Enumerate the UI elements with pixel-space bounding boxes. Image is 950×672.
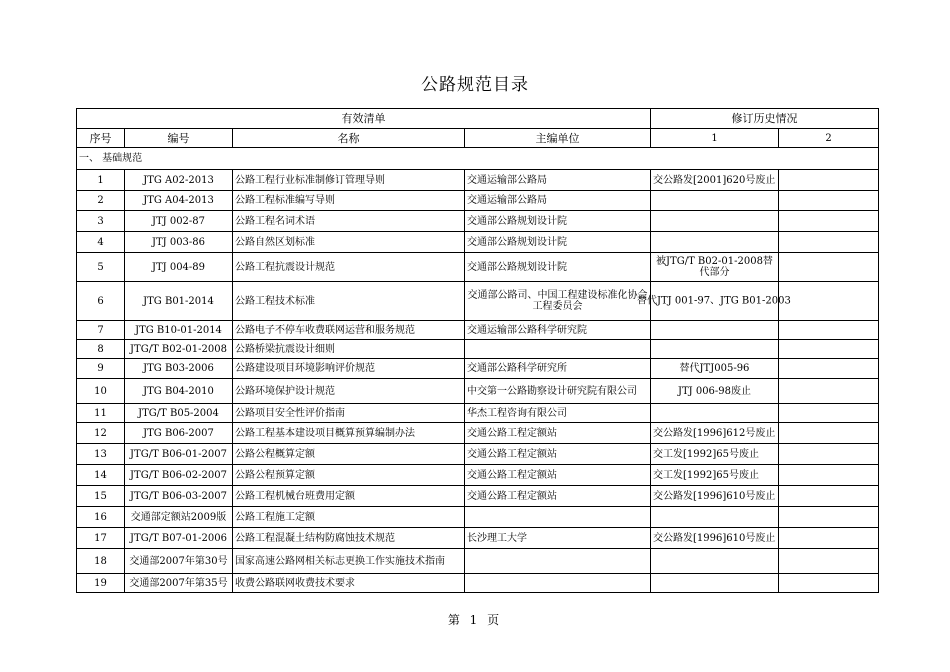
- table-row: [77, 191, 879, 211]
- cell-no: 9: [77, 359, 125, 379]
- table-row: [77, 549, 879, 574]
- cell-history-2: [779, 486, 879, 507]
- cell-name: 公路工程标准编写导则: [233, 191, 465, 211]
- cell-history-1: [651, 574, 779, 593]
- table-row: [77, 253, 879, 282]
- cell-no: 1: [77, 170, 125, 191]
- cell-no: 10: [77, 379, 125, 404]
- spec-table: [76, 108, 879, 593]
- section-row: [77, 148, 879, 170]
- cell-name: 公路建设项目环境影响评价规范: [233, 359, 465, 379]
- cell-unit: [465, 549, 651, 574]
- cell-name: 公路项目安全性评价指南: [233, 404, 465, 423]
- cell-history-2: [779, 404, 879, 423]
- cell-code: 交通部2007年第30号: [125, 549, 233, 574]
- table-row: [77, 574, 879, 593]
- cell-history-2: [779, 321, 879, 340]
- table-row: [77, 486, 879, 507]
- cell-code: JTG A02-2013: [125, 170, 233, 191]
- cell-history-2: [779, 444, 879, 465]
- cell-code: JTG B10-01-2014: [125, 321, 233, 340]
- table-row: [77, 359, 879, 379]
- table-row: [77, 444, 879, 465]
- cell-code: JTG B03-2006: [125, 359, 233, 379]
- cell-history-2: [779, 170, 879, 191]
- cell-name: 公路工程抗震设计规范: [233, 253, 465, 282]
- cell-code: JTG/T B05-2004: [125, 404, 233, 423]
- cell-no: 5: [77, 253, 125, 282]
- cell-unit: 交通运输部公路科学研究院: [465, 321, 651, 340]
- cell-history-2: [779, 507, 879, 528]
- cell-history-1: 交公路发[2001]620号废止: [651, 170, 779, 191]
- cell-unit: [465, 574, 651, 593]
- cell-code: JTJ 002-87: [125, 211, 233, 232]
- cell-history-1: [651, 340, 779, 359]
- cell-unit: 交通部公路科学研究所: [465, 359, 651, 379]
- cell-unit: 交通公路工程定额站: [465, 444, 651, 465]
- cell-history-1: [651, 507, 779, 528]
- table-row: [77, 528, 879, 549]
- table-row: [77, 340, 879, 359]
- cell-history-1: [651, 404, 779, 423]
- cell-code: JTG/T B02-01-2008: [125, 340, 233, 359]
- cell-no: 19: [77, 574, 125, 593]
- table-row: [77, 465, 879, 486]
- cell-name: 公路工程基本建设项目概算预算编制办法: [233, 423, 465, 444]
- cell-no: 15: [77, 486, 125, 507]
- page-number: 第 1 页: [447, 613, 503, 627]
- cell-code: JTG/T B06-02-2007: [125, 465, 233, 486]
- table-row: [77, 379, 879, 404]
- cell-no: 14: [77, 465, 125, 486]
- cell-code: JTG B01-2014: [125, 282, 233, 321]
- cell-name: 国家高速公路网相关标志更换工作实施技术指南: [233, 549, 465, 574]
- cell-no: 8: [77, 340, 125, 359]
- cell-history-1: [637, 282, 791, 321]
- cell-no: 17: [77, 528, 125, 549]
- cell-name: 公路工程机械台班费用定额: [233, 486, 465, 507]
- cell-unit: 中交第一公路勘察设计研究院有限公司: [465, 379, 651, 404]
- header-group-row: [77, 109, 879, 129]
- cell-history-1: 交公路发[1996]612号废止: [651, 423, 779, 444]
- cell-history-1: 交工发[1992]65号废止: [651, 465, 779, 486]
- cell-unit: 交通部公路规划设计院: [465, 232, 651, 253]
- cell-history-1: [651, 549, 779, 574]
- cell-history-1: 交工发[1992]65号废止: [651, 444, 779, 465]
- cell-unit: 交通部公路规划设计院: [465, 253, 651, 282]
- cell-code: JTG B06-2007: [125, 423, 233, 444]
- cell-name: 公路工程施工定额: [233, 507, 465, 528]
- header-code: 编号: [125, 129, 233, 148]
- cell-history-2: [779, 211, 879, 232]
- table-row: [77, 232, 879, 253]
- cell-code: 交通部定额站2009版: [125, 507, 233, 528]
- cell-name: 公路电子不停车收费联网运营和服务规范: [233, 321, 465, 340]
- cell-history-1: 替代JTJ005-96: [651, 359, 779, 379]
- cell-code: JTG/T B07-01-2006: [125, 528, 233, 549]
- cell-name: 公路桥梁抗震设计细则: [233, 340, 465, 359]
- cell-code: JTG/T B06-03-2007: [125, 486, 233, 507]
- cell-unit: 交通公路工程定额站: [465, 465, 651, 486]
- header-valid-list: 有效清单: [77, 109, 651, 129]
- cell-no: 16: [77, 507, 125, 528]
- cell-no: 12: [77, 423, 125, 444]
- cell-name: 公路公程预算定额: [233, 465, 465, 486]
- cell-unit: 交通运输部公路局: [465, 191, 651, 211]
- cell-no: 6: [77, 282, 125, 321]
- cell-history-1: [651, 191, 779, 211]
- cell-history-1: 交公路发[1996]610号废止: [651, 486, 779, 507]
- header-no: 序号: [77, 129, 125, 148]
- header-history-2: 2: [779, 129, 879, 148]
- cell-name: 公路公程概算定额: [233, 444, 465, 465]
- section-title: 一、 基础规范: [77, 148, 879, 170]
- cell-history-2: [779, 465, 879, 486]
- cell-history-2: [779, 574, 879, 593]
- cell-history-2: [779, 379, 879, 404]
- cell-history-2: [779, 359, 879, 379]
- header-name: 名称: [233, 129, 465, 148]
- cell-history-2: [779, 232, 879, 253]
- table-row: [77, 423, 879, 444]
- cell-no: 7: [77, 321, 125, 340]
- cell-history-1: [651, 232, 779, 253]
- cell-name: 公路工程行业标准制修订管理导则: [233, 170, 465, 191]
- cell-no: 18: [77, 549, 125, 574]
- table-row: [77, 321, 879, 340]
- history-note: 替代JTJ 001-97、JTG B01-2003: [637, 295, 791, 307]
- cell-unit: 交通公路工程定额站: [465, 486, 651, 507]
- cell-no: 13: [77, 444, 125, 465]
- page-title: 公路规范目录: [421, 75, 529, 95]
- cell-history-1: 被JTG/T B02-01-2008替代部分: [651, 253, 779, 282]
- cell-unit: [465, 340, 651, 359]
- cell-code: JTG/T B06-01-2007: [125, 444, 233, 465]
- table-row: [77, 170, 879, 191]
- header-unit: 主编单位: [465, 129, 651, 148]
- cell-no: 3: [77, 211, 125, 232]
- cell-unit: 交通部公路司、中国工程建设标准化协会工程委员会: [465, 282, 651, 321]
- cell-unit: [465, 507, 651, 528]
- cell-name: 收费公路联网收费技术要求: [233, 574, 465, 593]
- cell-history-2: [779, 528, 879, 549]
- cell-code: 交通部2007年第35号: [125, 574, 233, 593]
- cell-name: 公路自然区划标准: [233, 232, 465, 253]
- table-row: [77, 282, 879, 321]
- cell-history-2: [779, 253, 879, 282]
- header-revision-history: 修订历史情况: [651, 109, 879, 129]
- cell-history-2: [779, 191, 879, 211]
- cell-history-1: 交公路发[1996]610号废止: [651, 528, 779, 549]
- cell-history-2: [779, 549, 879, 574]
- cell-name: 公路工程技术标准: [233, 282, 465, 321]
- table-row: [77, 404, 879, 423]
- cell-unit: 交通运输部公路局: [465, 170, 651, 191]
- cell-name: 公路环境保护设计规范: [233, 379, 465, 404]
- cell-history-2: [779, 340, 879, 359]
- header-history-1: 1: [651, 129, 779, 148]
- header-column-row: [77, 129, 879, 148]
- cell-code: JTJ 003-86: [125, 232, 233, 253]
- cell-unit: 华杰工程咨询有限公司: [465, 404, 651, 423]
- cell-unit: 长沙理工大学: [465, 528, 651, 549]
- table-row: [77, 507, 879, 528]
- cell-name: 公路工程名词术语: [233, 211, 465, 232]
- cell-no: 11: [77, 404, 125, 423]
- cell-no: 2: [77, 191, 125, 211]
- cell-history-1: [651, 211, 779, 232]
- cell-no: 4: [77, 232, 125, 253]
- cell-history-2: [779, 423, 879, 444]
- table-row: [77, 211, 879, 232]
- cell-unit: 交通公路工程定额站: [465, 423, 651, 444]
- cell-code: JTG A04-2013: [125, 191, 233, 211]
- cell-history-1: [651, 321, 779, 340]
- cell-history-1: JTJ 006-98废止: [651, 379, 779, 404]
- cell-history-2: [779, 282, 879, 321]
- cell-name: 公路工程混凝土结构防腐蚀技术规范: [233, 528, 465, 549]
- cell-code: JTJ 004-89: [125, 253, 233, 282]
- cell-unit: 交通部公路规划设计院: [465, 211, 651, 232]
- cell-code: JTG B04-2010: [125, 379, 233, 404]
